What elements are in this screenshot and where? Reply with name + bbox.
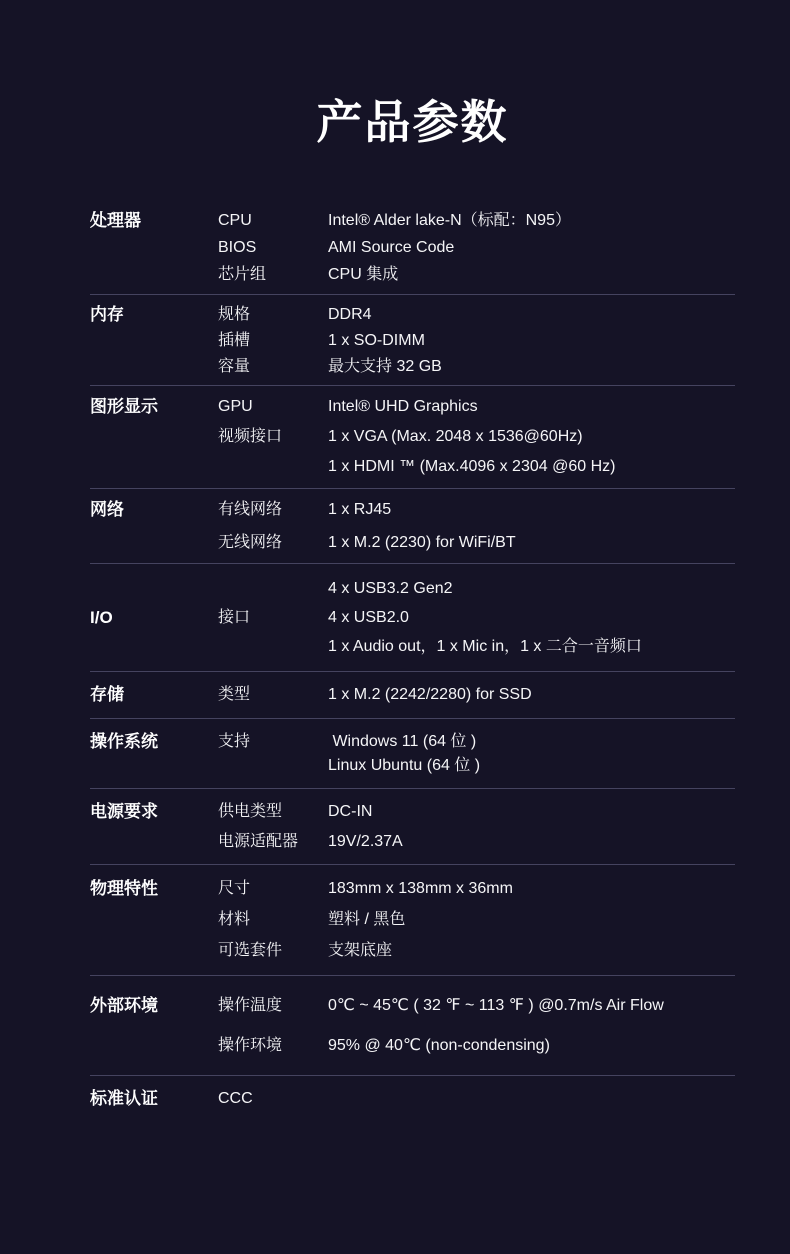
value-cell: 0℃ ~ 45℃ ( 32 ℉ ~ 113 ℉ ) @0.7m/s Air Flow [328,997,664,1014]
spec-row [218,995,735,1017]
spec-row [218,1088,735,1110]
label-cell: 可选套件 [218,942,283,959]
value-cell: Windows 11 (64 位 ) [328,733,477,750]
spec-rows [218,396,735,478]
spec-row [218,940,735,962]
value-cell: 183mm x 138mm x 36mm [328,880,513,897]
label-cell: 电源适配器 [218,833,299,850]
category-cell: 网络 [90,500,124,519]
label-cell [218,755,328,777]
spec-row [218,801,735,823]
spec-row [218,578,735,600]
category-cell: 物理特性 [90,879,158,898]
label-cell: GPU [218,398,253,415]
spec-section [90,489,735,564]
spec-row [218,304,735,326]
spec-row [218,909,735,931]
spec-section [90,295,735,386]
value-cell: 4 x USB2.0 [328,609,409,626]
spec-row [218,356,735,378]
value-cell [328,1088,735,1110]
spec-section [90,386,735,489]
value-cell: AMI Source Code [328,239,455,256]
label-cell [218,456,328,478]
label-cell: CPU [218,212,252,229]
spec-section [90,564,735,672]
value-cell: 1 x RJ45 [328,501,392,518]
spec-row [218,607,735,629]
spec-rows [218,731,735,777]
spec-rows [218,304,735,378]
spec-section [90,976,735,1076]
category-cell: 图形显示 [90,397,158,416]
label-cell: 视频接口 [218,428,283,445]
spec-section [90,204,735,295]
spec-rows [218,684,735,706]
value-cell: CPU 集成 [328,266,399,283]
spec-row [218,532,735,554]
value-cell: 1 x HDMI ™ (Max.4096 x 2304 @60 Hz) [328,458,616,475]
spec-rows [218,995,735,1057]
spec-rows [218,210,735,286]
label-cell: 芯片组 [218,266,267,283]
category-cell: 外部环境 [90,996,158,1015]
label-cell: CCC [218,1090,253,1107]
label-cell: 规格 [218,306,251,323]
value-cell: 支架底座 [328,942,393,959]
spec-row [218,878,735,900]
category-cell: 操作系统 [90,732,158,751]
value-cell: 95% @ 40℃ (non-condensing) [328,1037,550,1054]
value-cell: 塑料 / 黑色 [328,911,406,928]
spec-section [90,672,735,719]
spec-section [90,789,735,865]
value-cell: Linux Ubuntu (64 位 ) [328,757,481,774]
value-cell: DDR4 [328,306,372,323]
label-cell: BIOS [218,239,257,256]
spec-row [218,330,735,352]
spec-row [218,237,735,259]
category-cell: 存储 [90,685,124,704]
label-cell: 支持 [218,733,251,750]
value-cell: Intel® UHD Graphics [328,398,478,415]
spec-row [218,210,735,232]
value-cell: 1 x VGA (Max. 2048 x 1536@60Hz) [328,428,583,445]
spec-row [218,499,735,521]
spec-row [218,456,735,478]
spec-section [90,719,735,789]
spec-row [218,264,735,286]
spec-rows [218,578,735,658]
value-cell: 1 x M.2 (2230) for WiFi/BT [328,534,516,551]
spec-row [218,755,735,777]
label-cell: 材料 [218,911,251,928]
label-cell: 操作温度 [218,997,283,1014]
label-cell: 操作环境 [218,1037,283,1054]
label-cell [218,636,328,658]
value-cell: Intel® Alder lake-N（标配：N95） [328,212,571,229]
label-cell: 容量 [218,358,251,375]
spec-row [218,831,735,853]
label-cell: 尺寸 [218,880,251,897]
category-cell: 内存 [90,305,124,324]
spec-rows [218,878,735,962]
spec-row [218,426,735,448]
label-cell: 供电类型 [218,803,283,820]
category-cell: 处理器 [90,211,141,230]
spec-rows [218,499,735,554]
value-cell: 最大支持 32 GB [328,358,442,375]
value-cell: 1 x M.2 (2242/2280) for SSD [328,686,532,703]
spec-row [218,636,735,658]
value-cell: DC-IN [328,803,373,820]
value-cell: 1 x Audio out，1 x Mic in，1 x 二合一音频口 [328,638,642,655]
label-cell: 插槽 [218,332,251,349]
label-cell: 类型 [218,686,251,703]
value-cell: 19V/2.37A [328,833,403,850]
spec-section [90,865,735,976]
value-cell: 1 x SO-DIMM [328,332,425,349]
page-title: 产品参数 [316,96,509,148]
label-cell: 有线网络 [218,501,283,518]
value-cell: 4 x USB3.2 Gen2 [328,580,453,597]
spec-row [218,684,735,706]
category-cell: 标准认证 [90,1089,158,1108]
label-cell: 接口 [218,609,251,626]
label-cell: 无线网络 [218,534,283,551]
spec-row [218,731,735,753]
spec-section [90,1076,735,1122]
spec-table [90,204,735,1122]
category-cell: I/O [90,608,113,627]
category-cell: 电源要求 [90,802,158,821]
spec-rows [218,1088,735,1110]
spec-rows [218,801,735,853]
spec-row [218,1035,735,1057]
spec-row [218,396,735,418]
label-cell [218,578,328,600]
